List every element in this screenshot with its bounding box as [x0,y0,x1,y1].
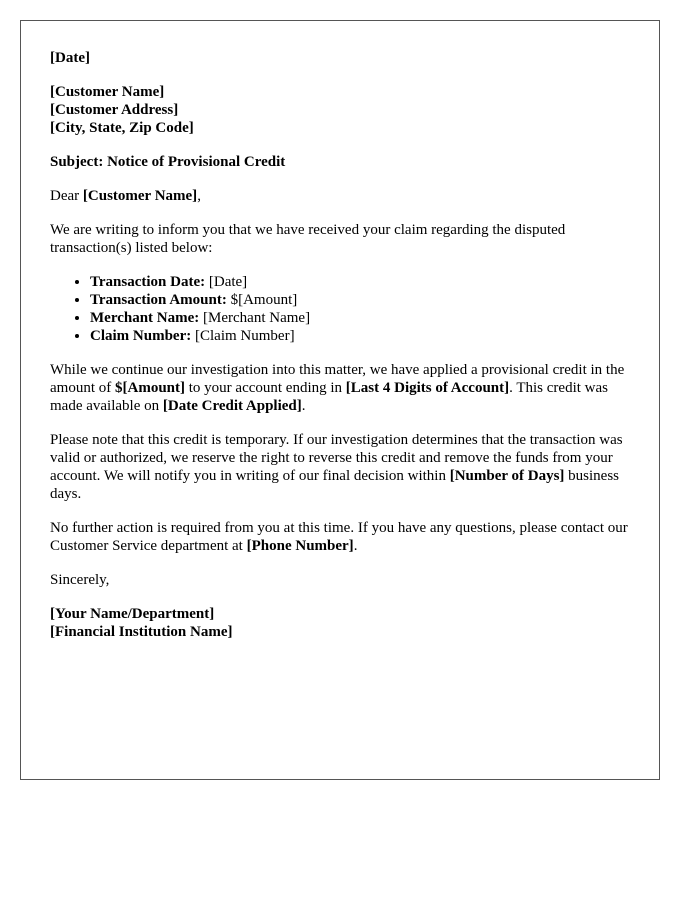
credit-text-1: While we continue our investigation into this matter, we have applied a provisional credit in the amount of [50,362,625,396]
phone-number: [Phone Number] [246,538,354,554]
transaction-amount-value: $[Amount] [226,292,298,308]
letter-body [50,49,640,657]
salutation-prefix: Dear [50,188,83,204]
contact-text-1: No further action is required from you at this time. If you have any questions, please contact our Customer Service department at [50,520,628,554]
list-item [90,309,640,327]
recipient-address: [Customer Address] [50,102,179,118]
contact-paragraph [50,519,640,555]
transaction-date-label: Transaction Date: [90,274,206,290]
claim-number-value: [Claim Number] [191,328,295,344]
account-digits: [Last 4 Digits of Account] [345,380,510,396]
list-item [90,327,640,345]
merchant-name-label: Merchant Name: [90,310,200,326]
transaction-amount-label: Transaction Amount: [90,292,227,308]
date-credit-applied: [Date Credit Applied] [162,398,302,414]
letter-date-block [50,49,640,67]
number-of-days: [Number of Days] [449,468,565,484]
transaction-list [50,273,640,345]
recipient-city-state-zip: [City, State, Zip Code] [50,120,194,136]
signature-block [50,605,640,641]
temporary-text-2: business days. [50,468,620,502]
transaction-date-value: [Date] [205,274,248,290]
subject-line: Subject: Notice of Provisional Credit [50,154,286,170]
list-item [90,291,640,309]
recipient-name: [Customer Name] [50,84,165,100]
salutation [50,187,640,205]
credit-text-4: . [301,398,306,414]
credit-text-3: . This credit was made available on [50,380,608,414]
letter-date: [Date] [50,50,90,66]
closing: Sincerely, [50,572,110,588]
recipient-address-block [50,83,640,137]
subject-block [50,153,640,171]
list-item [90,273,640,291]
merchant-name-value: [Merchant Name] [199,310,311,326]
signature-name-department: [Your Name/Department] [50,606,215,622]
credit-paragraph [50,361,640,415]
temporary-text-1: Please note that this credit is temporary. If our investigation determines that the transaction was valid or authorized, we reserve the right to reverse this credit and remove the funds from your account. We will notify you in writing of our final decision within [50,432,623,484]
credit-amount: $[Amount] [115,380,185,396]
signature-institution: [Financial Institution Name] [50,624,233,640]
credit-text-2: to your account ending in [185,380,346,396]
contact-text-2: . [353,538,358,554]
salutation-name: [Customer Name] [82,188,198,204]
salutation-suffix: , [197,188,201,204]
claim-number-label: Claim Number: [90,328,192,344]
temporary-credit-paragraph [50,431,640,503]
intro-paragraph: We are writing to inform you that we have received your claim regarding the disputed transaction(s) listed below: [50,222,566,256]
letter-frame [20,20,660,780]
